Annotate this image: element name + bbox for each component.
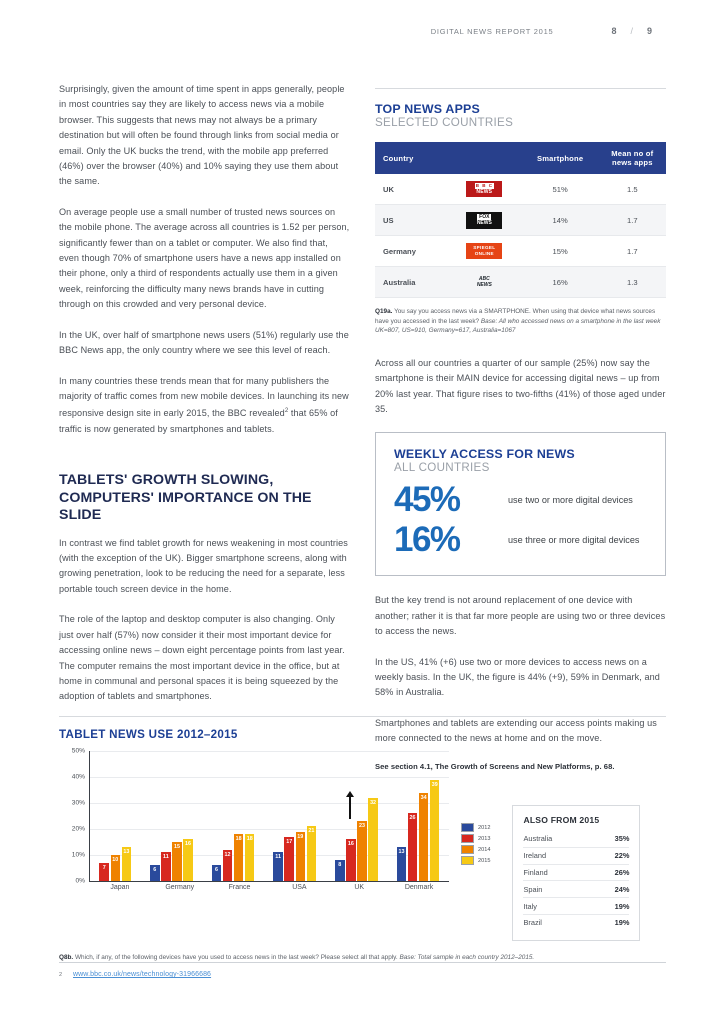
cell-mean-apps: 1.7 [599, 205, 666, 236]
bar-value-label: 23 [358, 823, 365, 830]
also-value: 22% [614, 851, 630, 861]
bar-value-label: 11 [275, 854, 281, 861]
weekly-access-stat [394, 481, 649, 519]
weekly-access-subtitle: ALL COUNTRIES [394, 461, 490, 475]
chart-x-axis [89, 881, 449, 882]
also-value: 35% [614, 834, 630, 844]
also-country: Australia [523, 834, 553, 844]
bar-value-label: 19 [297, 833, 304, 840]
bar-germany-2012 [150, 865, 160, 881]
table-row [375, 205, 666, 236]
bar-usa-2013 [284, 837, 294, 881]
bar-france-2012 [212, 865, 222, 881]
also-value: 24% [614, 884, 630, 894]
paragraph-key-trend: But the key trend is not around replacement of one device with another; rather it is that far more people are using two or three devices to access the news. [375, 595, 666, 637]
divider-top-right [375, 88, 666, 89]
bar-value-label: 11 [163, 854, 169, 861]
also-row [523, 865, 629, 882]
weekly-access-title: WEEKLY ACCESS FOR NEWS [394, 447, 575, 462]
chart-note-text: Which, if any, of the following devices have you used to access news in the last week? Please select all that apply. [73, 953, 400, 961]
abc-logo-icon: ABC NEWS [476, 276, 492, 288]
y-tick-40: 40% [71, 773, 85, 781]
bar-group-uk [334, 751, 378, 881]
see-section-reference: See section 4.1, The Growth of Screens and New Platforms, p. 68. [375, 761, 615, 771]
bar-value-label: 34 [420, 794, 427, 801]
page-number-separator: / [630, 26, 633, 36]
footnote-divider [59, 962, 666, 963]
footnote-number: 2 [59, 972, 63, 978]
bar-group-france [211, 751, 255, 881]
paragraph-smartphone-main-device: Across all our countries a quarter of our sample (25%) now say the smartphone is their MAIN device for accessing digital news – up from 20% last year. That figure rises to two-fifths (41%) of those aged under 35. [375, 357, 666, 414]
x-tick-france: France [228, 884, 251, 891]
bar-usa-2012 [273, 852, 283, 881]
bar-value-label: 10 [112, 857, 119, 863]
bar-group-germany [149, 751, 193, 881]
bar-value-label: 12 [224, 851, 231, 858]
also-row [523, 915, 629, 931]
top-news-apps-table [375, 142, 666, 298]
cell-logo [447, 205, 521, 236]
caption-question-label: Q19a. [375, 308, 393, 315]
bar-value-label: 17 [286, 838, 293, 845]
cell-country: Germany [375, 236, 447, 267]
y-tick-0: 0% [75, 877, 85, 885]
bar-france-2014 [234, 834, 244, 881]
fox-news-logo-icon: FOX NEWS [466, 212, 502, 229]
top-news-apps-title: TOP NEWS APPS [375, 102, 480, 116]
uk-growth-up-arrow-icon [345, 791, 354, 819]
x-tick-uk: UK [354, 884, 365, 891]
bar-group-denmark [396, 751, 440, 881]
column-header-country: Country [375, 142, 447, 174]
also-country: Spain [523, 884, 543, 894]
x-tick-japan: Japan [110, 884, 130, 891]
chart-legend [461, 823, 490, 867]
legend-item-2012 [461, 823, 490, 832]
also-country: Ireland [523, 851, 547, 861]
weekly-access-stat-value: 45% [394, 480, 460, 520]
bar-value-label: 13 [123, 849, 130, 856]
page-header [0, 26, 724, 36]
left-column [59, 82, 350, 705]
bar-usa-2015 [307, 826, 317, 881]
chart-title: TABLET NEWS USE 2012–2015 [59, 728, 238, 741]
caption-question-text: You say you access news via a SMARTPHONE. When using that device what news sources have you accessed in the last week? [375, 308, 656, 325]
x-tick-denmark: Denmark [404, 884, 434, 891]
x-tick-germany: Germany [165, 884, 195, 891]
legend-item-2013 [461, 834, 490, 843]
also-row [523, 831, 629, 848]
table-row [375, 236, 666, 267]
bar-value-label: 26 [409, 815, 416, 822]
footnote-row [59, 971, 666, 978]
weekly-access-stat-value: 16% [394, 520, 460, 560]
also-row [523, 898, 629, 915]
bbc-news-logo-icon: B B C NEWS [466, 181, 502, 197]
bar-japan-2014 [111, 855, 121, 881]
legend-swatch-2015 [461, 856, 474, 865]
tablet-news-use-bar-chart [59, 747, 449, 899]
weekly-access-stat [394, 521, 649, 559]
legend-item-2015 [461, 856, 490, 865]
bar-value-label: 32 [370, 799, 377, 806]
chart-y-tick-labels [59, 747, 89, 885]
page-number-left: 8 [611, 26, 617, 36]
legend-swatch-2012 [461, 823, 474, 832]
column-header-smartphone: Smartphone [522, 142, 599, 174]
report-title: DIGITAL NEWS REPORT 2015 [430, 27, 554, 36]
paragraph-us-uk-figures: In the US, 41% (+6) use two or more devices to access news on a weekly basis. In the UK, the figure is 44% (+9), 59% in Denmark, and 58% in Australia. [375, 656, 660, 698]
y-tick-20: 20% [71, 825, 85, 833]
bar-usa-2014 [296, 832, 306, 881]
also-row [523, 848, 629, 865]
bar-value-label: 8 [338, 862, 342, 869]
table-header-row [375, 142, 666, 174]
chart-row [59, 747, 666, 941]
bar-value-label: 18 [235, 836, 242, 843]
bar-value-label: 16 [347, 841, 354, 848]
cell-logo [447, 174, 521, 205]
legend-label-2014: 2014 [478, 846, 491, 853]
paragraph-mobile-traffic-post: that 65% of traffic is now generated by smartphones and tablets. [59, 408, 338, 434]
legend-label-2013: 2013 [478, 835, 491, 842]
section-heading-tablets: TABLETS' GROWTH SLOWING, COMPUTERS' IMPORTANCE ON THE SLIDE [59, 472, 312, 524]
legend-label-2012: 2012 [478, 824, 491, 831]
weekly-access-stat-label: use three or more digital devices [508, 535, 640, 546]
divider-chart [59, 716, 666, 717]
chart-note-label: Q8b. [59, 953, 74, 961]
also-value: 26% [614, 867, 630, 877]
bar-uk-2015 [368, 798, 378, 881]
table-row [375, 267, 666, 298]
legend-item-2014 [461, 845, 490, 854]
bar-value-label: 13 [398, 849, 405, 856]
cell-mean-apps: 1.3 [599, 267, 666, 298]
paragraph-mobile-traffic-pre: In many countries these trends mean that for many publishers the majority of traffic comes from new mobile devices. In launching its new responsive design site in early 2015, the BBC revealed [59, 375, 349, 419]
cell-country: US [375, 205, 447, 236]
y-tick-50: 50% [71, 747, 85, 755]
chart-question-note [59, 953, 666, 963]
cell-mean-apps: 1.7 [599, 236, 666, 267]
cell-logo [447, 236, 521, 267]
cell-country: UK [375, 174, 447, 205]
cell-smartphone: 16% [522, 267, 599, 298]
cell-smartphone: 51% [522, 174, 599, 205]
bar-denmark-2012 [397, 847, 407, 881]
also-from-2015-box [512, 805, 640, 941]
bar-denmark-2015 [430, 780, 440, 881]
caption-base-text: Base: All who accessed news on a smartphone in the last week UK=807, US=910, Germany=617, Australia=1067 [375, 317, 661, 335]
footnote-marker-inline: 2 [284, 408, 289, 415]
bar-denmark-2014 [419, 793, 429, 881]
paragraph-mobile-browser: Surprisingly, given the amount of time spent in apps generally, people in most countries say they are likely to access news via a mobile browser. This suggests that news may not always be a primary destination but will often be found through links from social media or email. Only the UK bucks the trend, with the mobile app preferred (46%) over the browser (40%) and 10% saying they use them about the same. [59, 84, 345, 187]
bar-france-2013 [223, 850, 233, 881]
cell-mean-apps: 1.5 [599, 174, 666, 205]
chart-bar-groups [90, 751, 449, 881]
bar-denmark-2013 [408, 813, 418, 881]
bar-value-label: 7 [102, 864, 106, 871]
bar-germany-2013 [161, 852, 171, 881]
also-country: Italy [523, 901, 538, 911]
bar-value-label: 21 [308, 828, 315, 835]
paragraph-tablet-growth: In contrast we find tablet growth for news weakening in most countries (with the exception of the UK). Bigger smartphone screens, along with growing penetration, look to be reducing the need for a separate, less portable touch screen device in the home. [59, 537, 348, 594]
footnote-link-bbc[interactable]: www.bbc.co.uk/news/technology-31966686 [73, 971, 212, 978]
weekly-access-stat-label: use two or more digital devices [508, 495, 633, 506]
chart-x-tick-labels [90, 884, 449, 891]
column-header-logo [447, 142, 521, 174]
bar-uk-2012 [335, 860, 345, 881]
also-country: Finland [523, 867, 548, 877]
cell-smartphone: 15% [522, 236, 599, 267]
bar-value-label: 18 [246, 836, 253, 843]
legend-swatch-2013 [461, 834, 474, 843]
also-row [523, 881, 629, 898]
bar-uk-2013 [346, 839, 356, 881]
also-from-2015-title: ALSO FROM 2015 [523, 815, 600, 825]
y-tick-30: 30% [71, 799, 85, 807]
chart-section [59, 716, 666, 962]
top-news-apps-subtitle: SELECTED COUNTRIES [375, 116, 514, 129]
spiegel-online-logo-icon: SPIEGEL ONLINE [466, 243, 502, 259]
y-tick-10: 10% [71, 851, 85, 859]
table-row [375, 174, 666, 205]
column-header-mean-apps: Mean no of news apps [599, 142, 666, 174]
paragraph-bbc-news-app: In the UK, over half of smartphone news users (51%) regularly use the BBC News app, the only country where we see this level of reach. [59, 329, 349, 356]
cell-country: Australia [375, 267, 447, 298]
bar-value-label: 16 [185, 841, 192, 848]
paragraph-computer-role: The role of the laptop and desktop computer is also changing. Only just over half (57%) now consider it their most important device for accessing online news – down eight percentage points from last year. The computer remains the most important device in the office, but at home in communal and personal spaces it is being squeezed by the adoption of tablets and smartphones. [59, 614, 345, 702]
top-news-apps-caption [375, 307, 666, 336]
bar-group-japan [99, 751, 132, 881]
cell-logo [447, 267, 521, 298]
also-value: 19% [614, 901, 630, 911]
paragraph-mobile-traffic [59, 374, 350, 438]
right-column [375, 88, 666, 771]
bar-group-usa [273, 751, 317, 881]
paragraph-access-points: Smartphones and tablets are extending our access points making us more connected to the news at home and on the move. [375, 717, 657, 744]
bar-france-2015 [245, 834, 255, 881]
bar-japan-2013 [99, 863, 109, 881]
bar-value-label: 15 [173, 844, 180, 850]
cell-smartphone: 14% [522, 205, 599, 236]
bar-value-label: 39 [431, 781, 438, 788]
legend-swatch-2014 [461, 845, 474, 854]
bar-japan-2015 [122, 847, 132, 881]
bar-germany-2015 [183, 839, 193, 881]
bar-value-label: 6 [153, 867, 157, 874]
bar-value-label: 6 [214, 867, 218, 874]
page-number-right: 9 [646, 26, 652, 36]
weekly-access-box [375, 432, 666, 576]
chart-note-base: Base: Total sample in each country 2012–2015. [399, 953, 535, 961]
bar-uk-2014 [357, 821, 367, 881]
also-country: Brazil [523, 918, 542, 928]
footnote-area [59, 962, 666, 978]
also-value: 19% [614, 918, 630, 928]
legend-label-2015: 2015 [478, 857, 491, 864]
bar-germany-2014 [172, 842, 182, 881]
paragraph-trusted-sources: On average people use a small number of trusted news sources on the mobile phone. The average across all countries is 1.52 per person, significantly fewer than on a tablet or computer. We also find that, even though 70% of smartphone users have a news app installed on their phone, only a third of respondents actually use them in a given week, reinforcing the difficulty many news brands have in cutting through on this crowded and very personal device. [59, 206, 350, 310]
x-tick-usa: USA [292, 884, 307, 891]
